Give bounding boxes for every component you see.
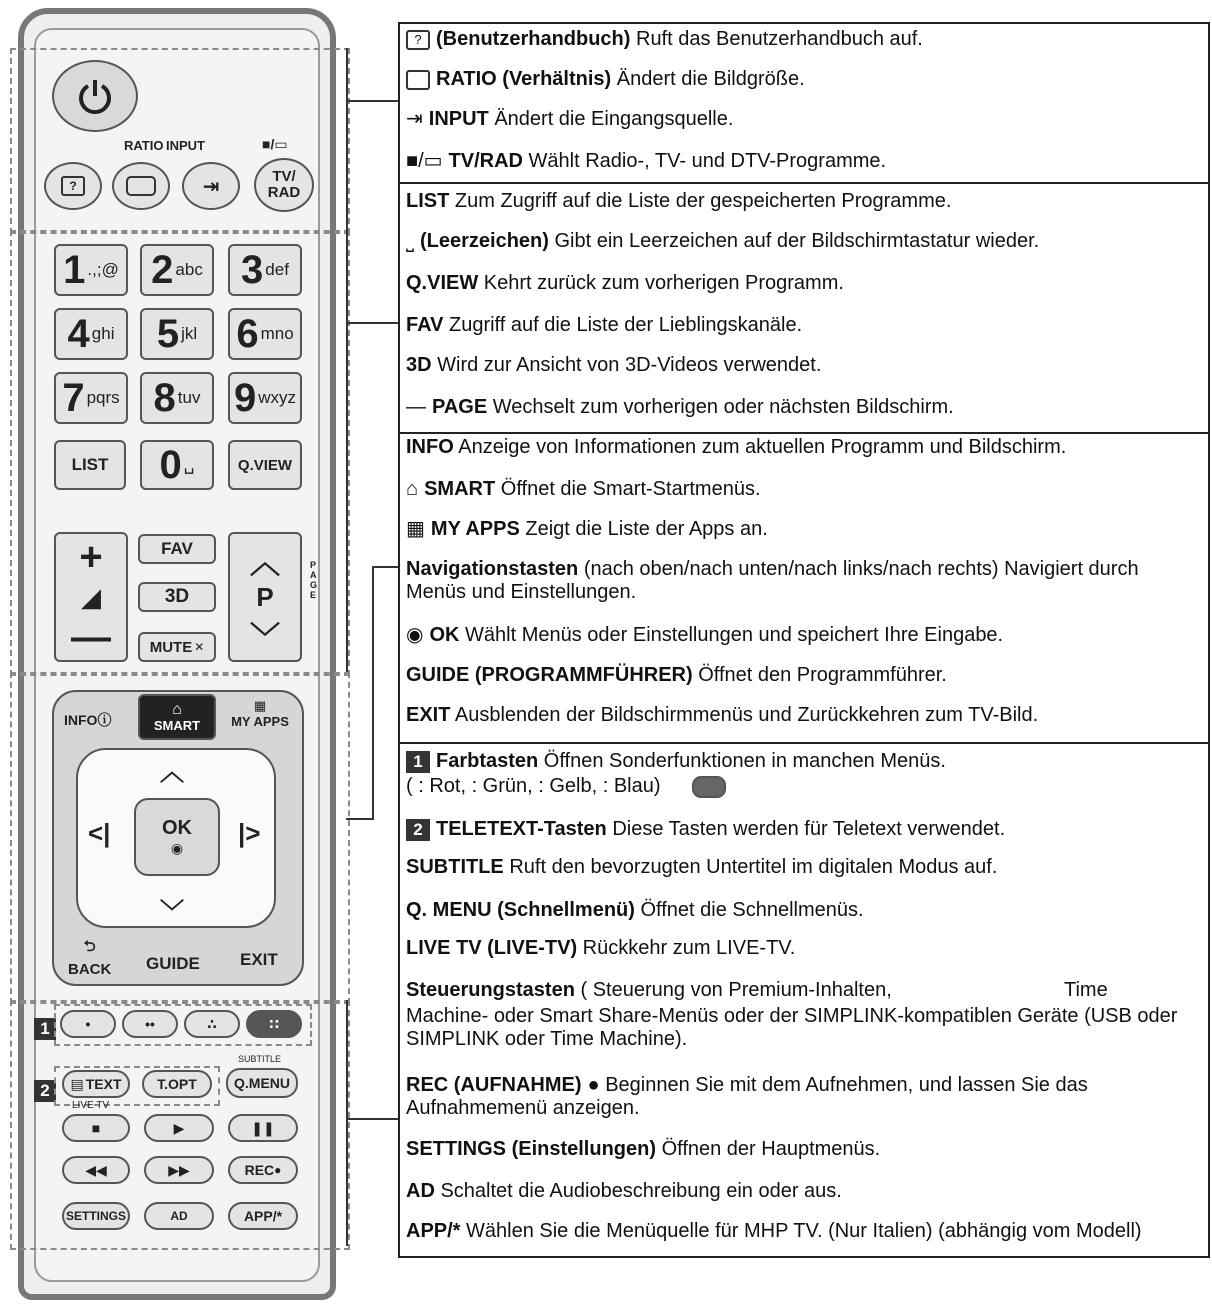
description-title: TV/RAD: [448, 150, 523, 172]
ad-button[interactable]: [144, 1202, 214, 1230]
description-text: Zum Zugriff auf die Liste der gespeicherten Programme.: [449, 190, 952, 212]
number-key-3[interactable]: [228, 244, 302, 296]
subtitle-label: SUBTITLE: [238, 1054, 282, 1064]
tvrad-label: TV/ RAD: [267, 168, 301, 201]
program-label: P: [256, 581, 274, 612]
description-row: [406, 478, 1196, 501]
rec-text: Beginnen Sie mit dem Aufnehmen, und lassen Sie das Aufnahmemenü anzeigen.: [406, 1074, 1088, 1119]
ok-label: OK: [162, 817, 192, 839]
back-button[interactable]: [68, 936, 111, 978]
description-row: [406, 436, 1196, 459]
number-key-9[interactable]: [228, 372, 302, 424]
pause-button[interactable]: ❚❚: [228, 1114, 298, 1142]
number-key-letters: mno: [260, 324, 294, 343]
connector-1-line: [346, 100, 398, 102]
yellow-button[interactable]: ∴: [184, 1010, 240, 1038]
subtitle-title: SUBTITLE: [406, 856, 504, 878]
app-title: APP/*: [406, 1220, 461, 1242]
app-button[interactable]: [228, 1202, 298, 1230]
description-title: FAV: [406, 314, 444, 336]
app-label: APP/*: [243, 1208, 283, 1224]
ratio-icon: [406, 70, 430, 90]
blue-button[interactable]: ∷: [246, 1010, 302, 1038]
zero-button[interactable]: [140, 440, 214, 490]
desc-settings: [406, 1138, 1204, 1161]
connector-3-top: [372, 566, 398, 568]
description-title: GUIDE (PROGRAMMFÜHRER): [406, 664, 693, 686]
qview-label: Q.VIEW: [237, 456, 293, 474]
number-key-letters: def: [265, 260, 289, 279]
desc-farbtasten-colors: [406, 775, 1204, 798]
number-key-letters: tuv: [177, 388, 201, 407]
threed-button[interactable]: [138, 582, 216, 612]
qmenu-text: Öffnet die Schnellmenüs.: [634, 899, 864, 921]
input-icon: ⇥: [406, 108, 423, 131]
home-icon: ⌂: [406, 478, 419, 501]
input-label: INPUT: [166, 138, 205, 153]
chevron-down-icon: ﹀: [250, 621, 280, 655]
dpad-up[interactable]: ︿: [160, 759, 184, 786]
description-row: [406, 558, 1196, 604]
description-title: (Benutzerhandbuch): [436, 28, 631, 50]
desc-app: [406, 1220, 1204, 1243]
play-button[interactable]: ▶: [144, 1114, 214, 1142]
qmenu-title: Q. MENU (Schnellmenü): [406, 899, 635, 921]
connector-3-line: [346, 818, 374, 820]
description-row: [406, 354, 1196, 377]
connector-4: [346, 1000, 348, 1246]
ok-button[interactable]: [134, 798, 220, 876]
description-title: INPUT: [428, 108, 489, 130]
number-key-7[interactable]: [54, 372, 128, 424]
manual-icon: ?: [61, 176, 85, 196]
number-key-digit: 7: [62, 375, 85, 420]
space-icon: ⎵: [406, 230, 414, 253]
mute-label: MUTE: [149, 638, 193, 656]
number-key-letters: ghi: [91, 324, 115, 343]
desc-ad: [406, 1180, 1204, 1203]
number-key-digit: 4: [67, 311, 90, 356]
tvrad-icon: ■/▭: [406, 150, 443, 173]
settings-text: Öffnen der Hauptmenüs.: [656, 1138, 881, 1160]
exit-button[interactable]: EXIT: [240, 950, 278, 969]
ratio-icon: [126, 176, 156, 196]
qmenu-label: Q.MENU: [234, 1075, 290, 1091]
steuer-title: Steuerungstasten: [406, 979, 575, 1001]
list-label: LIST: [71, 455, 109, 474]
description-text: (nach oben/nach unten/nach links/nach rechts) Navigiert durch Menüs und Einstellungen.: [406, 558, 1139, 603]
desc-farbtasten: [406, 750, 1204, 773]
description-title: 3D: [406, 354, 432, 376]
smart-label: SMART: [153, 717, 201, 733]
back-icon: ⮌: [83, 938, 96, 955]
description-row: [406, 396, 1196, 419]
number-key-8[interactable]: [140, 372, 214, 424]
description-text: Wechselt zum vorherigen oder nächsten Bildschirm.: [487, 396, 954, 418]
livetv-label: LIVE TV: [72, 1100, 110, 1111]
program-rocker[interactable]: [228, 532, 302, 662]
connector-2-line: [346, 322, 398, 324]
guide-button[interactable]: GUIDE: [146, 954, 200, 973]
grid-icon: ▦: [406, 518, 425, 541]
chevron-up-icon: ︿: [250, 546, 280, 580]
qview-button[interactable]: [228, 440, 302, 490]
rec-dot-icon: ●: [274, 1163, 282, 1177]
number-key-2[interactable]: [140, 244, 214, 296]
desc-rec: [406, 1074, 1196, 1120]
number-key-digit: 9: [233, 375, 257, 420]
livetv-text: Rückkehr zum LIVE-TV.: [577, 937, 796, 959]
ok-dot-icon: ◉: [406, 624, 424, 647]
farbtasten-text: Öffnen Sonderfunktionen in manchen Menüs.: [538, 750, 946, 772]
text-label: TEXT: [85, 1076, 122, 1092]
desc-teletext: [406, 818, 1204, 841]
description-title: PAGE: [432, 396, 488, 418]
fav-button[interactable]: [138, 534, 216, 564]
description-title: OK: [429, 624, 460, 646]
ad-label: AD: [170, 1209, 188, 1223]
number-key-letters: wxyz: [258, 388, 297, 407]
page-side-label: PAGE: [310, 560, 318, 600]
settings-button[interactable]: [62, 1202, 130, 1230]
description-row: [406, 230, 1196, 253]
number-key-digit: 8: [153, 375, 176, 420]
desc-steuer-2: [406, 1005, 1196, 1051]
back-label: BACK: [68, 961, 112, 978]
description-text: Öffnet den Programmführer.: [692, 664, 947, 686]
zero-label: 0: [159, 442, 182, 487]
app-text: Wählen Sie die Menüquelle für MHP TV. (Nur Italien) (abhängig vom Modell): [460, 1220, 1142, 1242]
grid-icon: ▦: [253, 698, 267, 713]
description-title: SMART: [424, 478, 496, 500]
description-title: EXIT: [406, 704, 451, 726]
description-row: [406, 704, 1196, 727]
ad-title: AD: [406, 1180, 435, 1202]
livetv-title: LIVE TV (LIVE-TV): [406, 937, 578, 959]
rec-label: REC: [244, 1162, 275, 1178]
number-key-digit: 6: [236, 311, 259, 356]
dpad-right[interactable]: |>: [238, 818, 261, 848]
space-icon: ␣: [183, 455, 195, 474]
input-button[interactable]: [182, 162, 240, 210]
steuer-line2: Machine- oder Smart Share-Menüs oder der SIMPLINK-kompatiblen Geräte (USB oder SIMPLINK oder Time Machine).: [406, 1005, 1178, 1050]
description-text: Anzeige von Informationen zum aktuellen Programm und Bildschirm.: [453, 436, 1067, 458]
home-icon: ⌂: [172, 700, 182, 718]
description-row: [406, 624, 1196, 647]
number-key-1[interactable]: [54, 244, 128, 296]
teletext-text: Diese Tasten werden für Teletext verwendet.: [606, 818, 1006, 840]
power-button[interactable]: [52, 60, 138, 132]
connector-4-line: [346, 1118, 398, 1120]
description-title: LIST: [406, 190, 450, 212]
desc-subtitle: [406, 856, 1204, 879]
description-row: [406, 664, 1196, 687]
ratio-button[interactable]: [112, 162, 170, 210]
badge-2: 2: [34, 1080, 56, 1102]
steuer-text: ( Steuerung von Premium-Inhalten,: [574, 979, 892, 1001]
teletext-title: TELETEXT-Tasten: [436, 818, 607, 840]
blue-key-icon: [692, 776, 726, 798]
description-text: Ruft das Benutzerhandbuch auf.: [630, 28, 923, 50]
description-text: Zeigt die Liste der Apps an.: [519, 518, 768, 540]
list-button[interactable]: [54, 440, 126, 490]
tvrad-top-icon: ■/▭: [262, 136, 288, 152]
smart-button[interactable]: [138, 694, 216, 740]
red-button[interactable]: •: [60, 1010, 116, 1038]
settings-label: SETTINGS: [65, 1209, 126, 1223]
description-text: Ändert die Bildgröße.: [611, 68, 805, 90]
volume-rocker[interactable]: [54, 532, 128, 662]
rec-dot: ●: [587, 1074, 600, 1096]
description-text: Wird zur Ansicht von 3D-Videos verwendet.: [431, 354, 822, 376]
number-key-digit: 2: [151, 247, 174, 292]
farbtasten-colors: ( : Rot, : Grün, : Gelb, : Blau): [406, 775, 661, 797]
description-title: (Leerzeichen): [420, 230, 549, 252]
text-icon: ▤: [70, 1075, 84, 1092]
desc-steuer: [406, 979, 1206, 1002]
input-icon: ⇥: [202, 175, 220, 198]
fav-label: FAV: [161, 539, 193, 558]
topt-label: T.OPT: [157, 1076, 197, 1092]
connector-2: [346, 230, 348, 672]
rewind-button[interactable]: ◀◀: [62, 1156, 130, 1184]
description-row: [406, 68, 1196, 91]
mute-button[interactable]: [138, 632, 216, 662]
number-key-letters: pqrs: [86, 388, 120, 407]
description-text: Wählt Menüs oder Einstellungen und speichert Ihre Eingabe.: [459, 624, 1004, 646]
badge-2-icon: 2: [406, 819, 430, 841]
subtitle-text: Ruft den bevorzugten Untertitel im digitalen Modus auf.: [503, 856, 998, 878]
volume-icon: ◢: [81, 582, 101, 612]
number-key-6[interactable]: [228, 308, 302, 360]
description-text: Zugriff auf die Liste der Lieblingskanäle.: [443, 314, 803, 336]
description-text: Kehrt zurück zum vorherigen Programm.: [478, 272, 844, 294]
ad-text: Schaltet die Audiobeschreibung ein oder aus.: [434, 1180, 842, 1202]
dpad-down[interactable]: ﹀: [160, 899, 184, 926]
description-title: MY APPS: [430, 518, 520, 540]
text-button[interactable]: [62, 1070, 130, 1098]
volume-up-icon: +: [79, 535, 103, 579]
green-button[interactable]: ••: [122, 1010, 178, 1038]
description-row: [406, 518, 1196, 541]
myapps-label: MY APPS: [231, 714, 289, 729]
number-key-letters: jkl: [181, 324, 198, 343]
page-icon: —: [406, 396, 426, 419]
description-row: [406, 190, 1196, 213]
description-text: Wählt Radio-, TV- und DTV-Programme.: [523, 150, 887, 172]
qmenu-button[interactable]: [226, 1068, 298, 1098]
stop-button[interactable]: ■: [62, 1114, 130, 1142]
badge-1-icon: 1: [406, 751, 430, 773]
desc-livetv: [406, 937, 1204, 960]
info-button[interactable]: [64, 710, 111, 730]
number-key-4[interactable]: [54, 308, 128, 360]
connector-1: [346, 48, 348, 230]
volume-down-icon: —: [71, 615, 111, 659]
manual-button[interactable]: [44, 162, 102, 210]
description-row: [406, 272, 1196, 295]
connector-3: [372, 566, 374, 818]
ok-dot-icon: ◉: [170, 840, 184, 856]
description-title: RATIO (Verhältnis): [436, 68, 612, 90]
farbtasten-title: Farbtasten: [436, 750, 539, 772]
description-row: [406, 314, 1196, 337]
description-row: [406, 150, 1196, 173]
desc-qmenu: [406, 899, 1204, 922]
info-label: INFO: [64, 712, 98, 728]
rec-button[interactable]: [228, 1156, 298, 1184]
manual-icon: ?: [406, 30, 430, 50]
settings-title: SETTINGS (Einstellungen): [406, 1138, 657, 1160]
number-key-5[interactable]: [140, 308, 214, 360]
description-title: Navigationstasten: [406, 558, 579, 580]
steuer-time: Time: [1064, 979, 1108, 1001]
description-text: Öffnet die Smart-Startmenüs.: [495, 478, 761, 500]
description-text: Ausblenden der Bildschirmmenüs und Zurückkehren zum TV-Bild.: [450, 704, 1039, 726]
threed-label: 3D: [164, 586, 190, 607]
number-key-digit: 1: [63, 247, 86, 292]
dpad-left[interactable]: <|: [88, 818, 111, 848]
rec-title: REC (AUFNAHME): [406, 1074, 582, 1096]
myapps-button[interactable]: [228, 698, 292, 729]
forward-button[interactable]: ▶▶: [144, 1156, 214, 1184]
description-title: INFO: [406, 436, 454, 458]
description-text: Ändert die Eingangsquelle.: [488, 108, 734, 130]
description-title: Q.VIEW: [406, 272, 479, 294]
tvrad-button[interactable]: [254, 158, 314, 212]
ratio-label: RATIO: [124, 138, 164, 153]
topt-button[interactable]: [142, 1070, 212, 1098]
description-row: [406, 108, 1196, 131]
number-key-letters: .,;@: [87, 260, 119, 279]
badge-1: 1: [34, 1018, 56, 1040]
mute-icon: ✕: [194, 640, 205, 654]
number-key-digit: 5: [156, 311, 180, 356]
description-row: [406, 28, 1196, 51]
info-icon: ⓘ: [97, 712, 112, 728]
power-icon: [75, 76, 115, 116]
description-text: Gibt ein Leerzeichen auf der Bildschirmtastatur wieder.: [548, 230, 1040, 252]
number-key-letters: abc: [175, 260, 203, 279]
number-key-digit: 3: [241, 247, 264, 292]
